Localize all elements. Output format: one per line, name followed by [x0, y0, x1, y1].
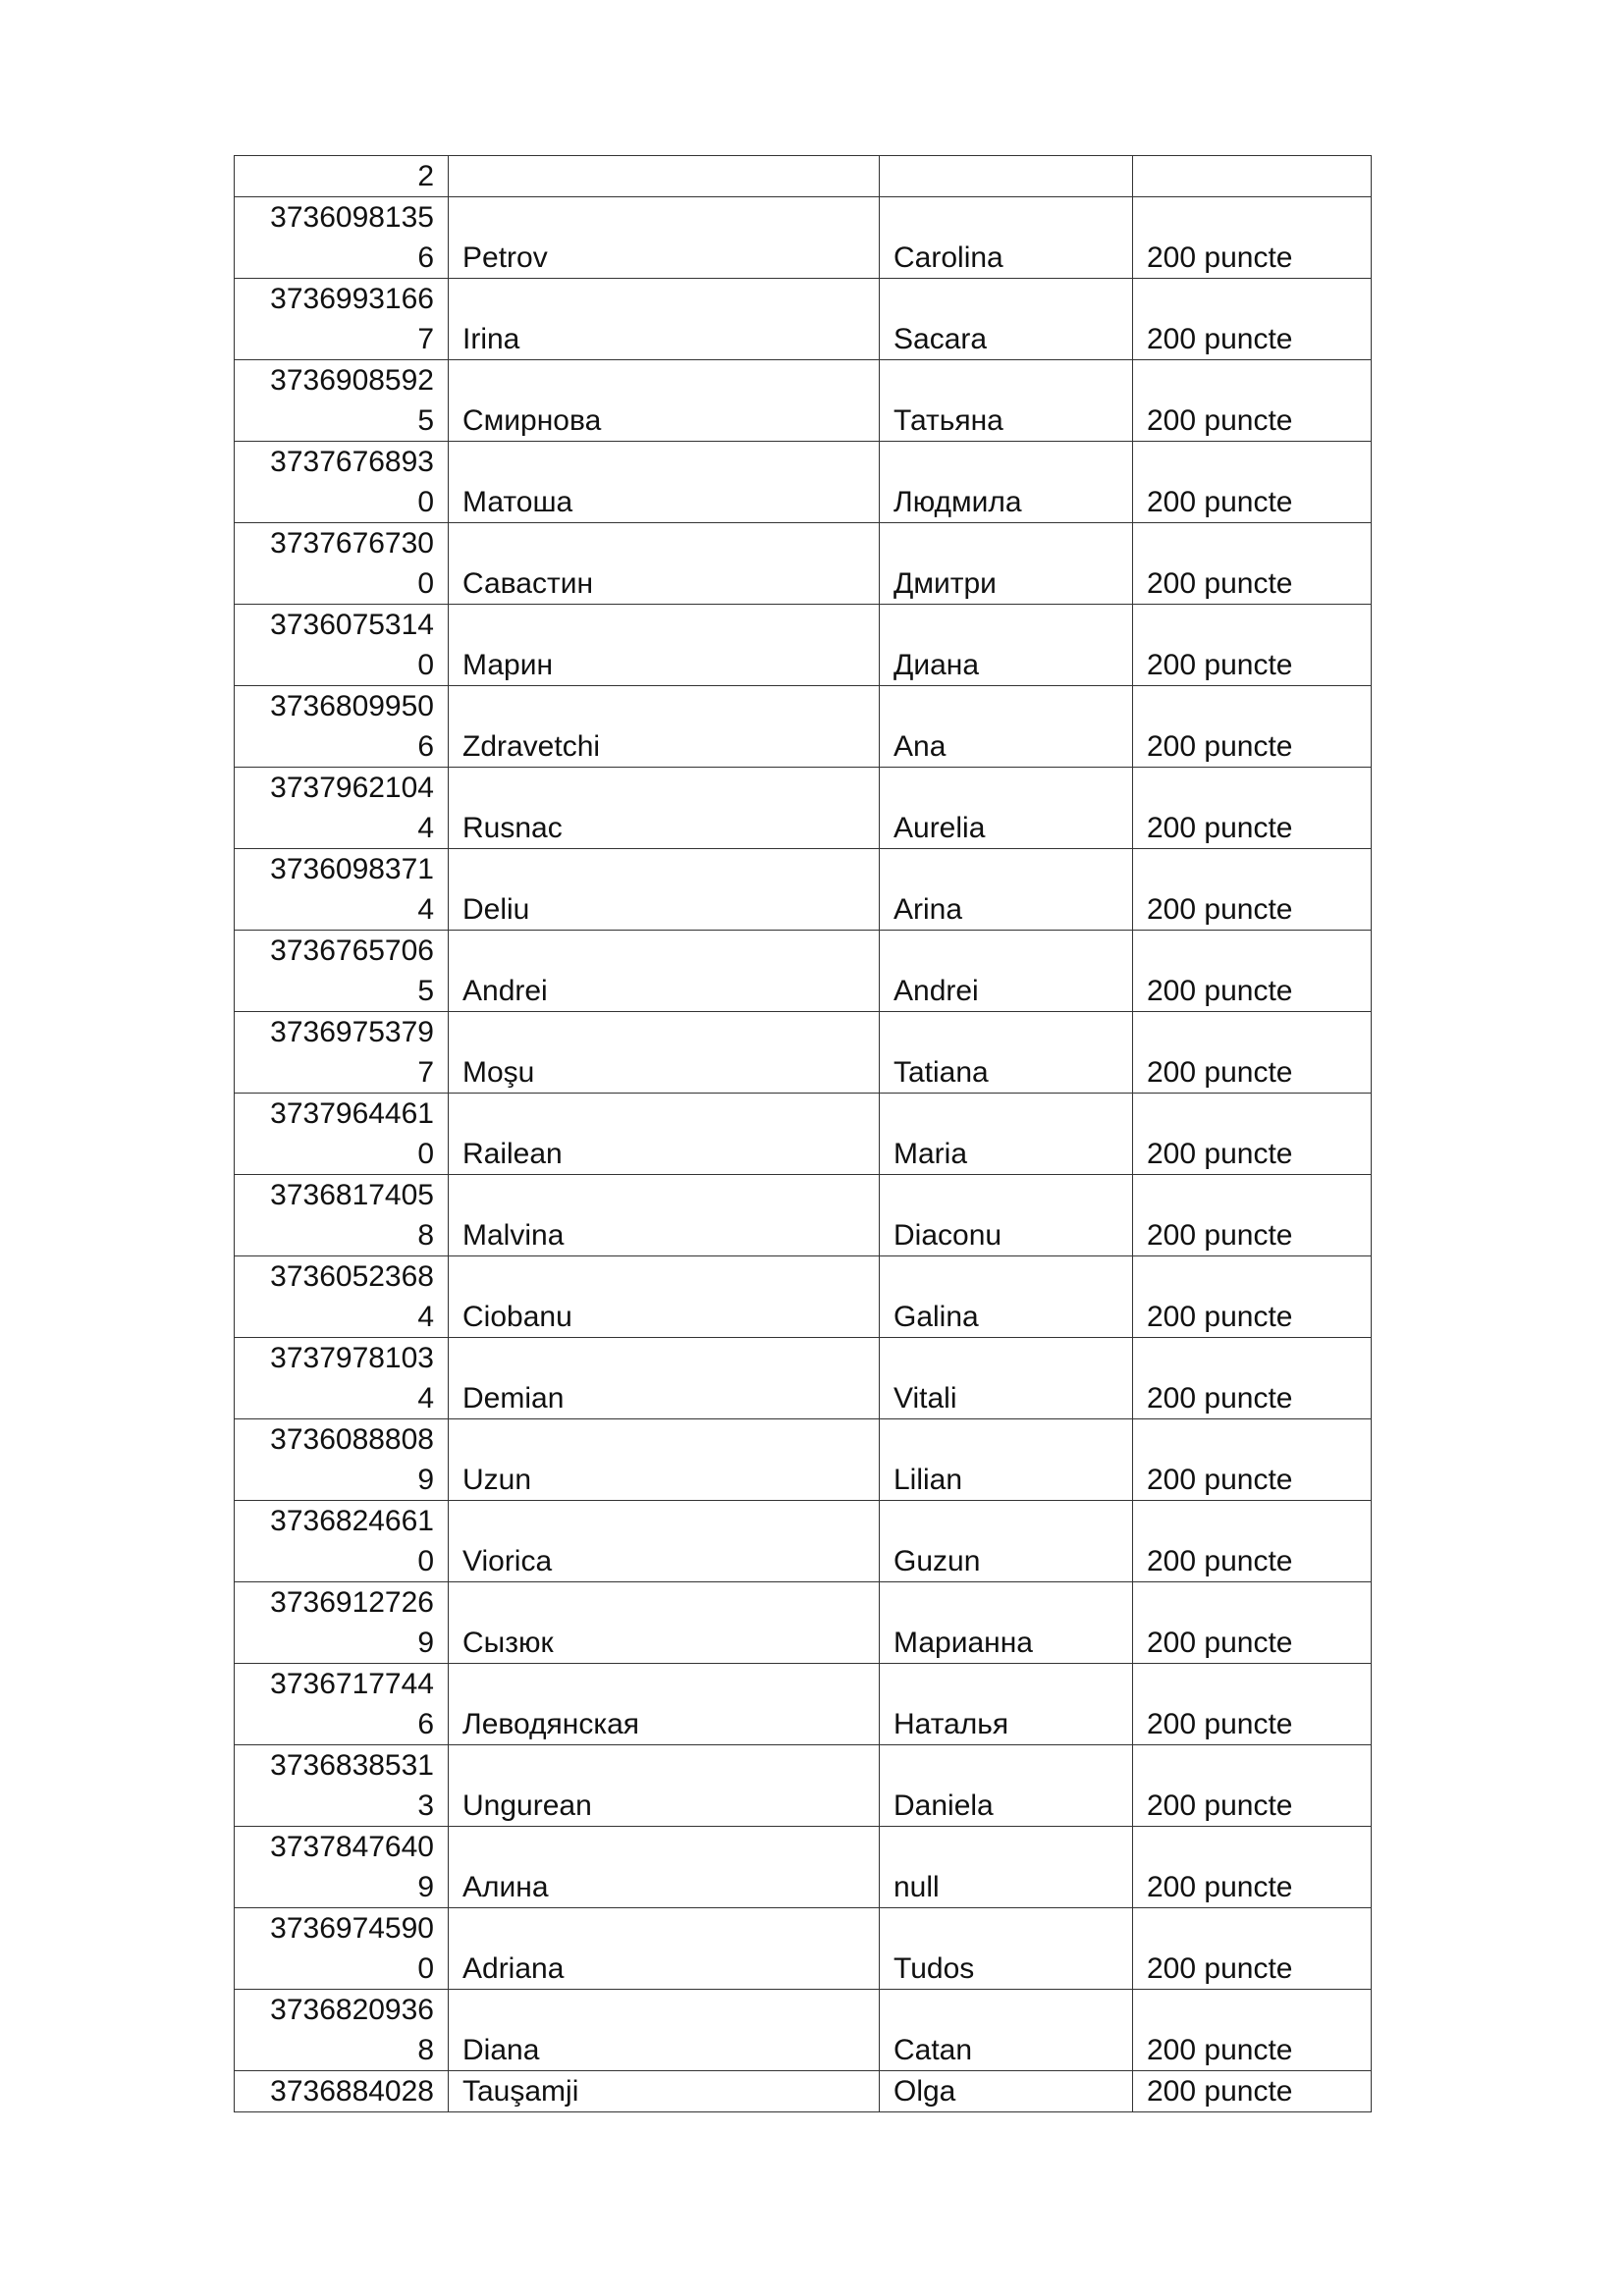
first-name-cell: Catan: [880, 1990, 1133, 2071]
points-cell: 200 puncte: [1133, 360, 1372, 442]
last-name-cell: Petrov: [449, 197, 880, 279]
points-cell: 200 puncte: [1133, 1501, 1372, 1582]
points-cell: 200 puncte: [1133, 686, 1372, 768]
table-row: [235, 931, 1372, 1012]
phone-line: 3737978103: [270, 1342, 434, 1374]
first-name-cell: Andrei: [880, 931, 1133, 1012]
table-row: [235, 279, 1372, 360]
points-cell: 200 puncte: [1133, 197, 1372, 279]
phone-line: 5: [417, 404, 434, 437]
first-name-cell: Tatiana: [880, 1012, 1133, 1094]
phone-line: 3736817405: [270, 1179, 434, 1211]
phone-line: 0: [417, 1138, 434, 1170]
table-row: [235, 849, 1372, 931]
phone-line: 3736809950: [270, 690, 434, 722]
table-row: [235, 156, 1372, 197]
table-row: [235, 1256, 1372, 1338]
phone-line: 4: [417, 812, 434, 844]
phone-cell: [235, 1419, 449, 1501]
last-name-cell: Zdravetchi: [449, 686, 880, 768]
points-cell: 200 puncte: [1133, 1012, 1372, 1094]
first-name-cell: Tudos: [880, 1908, 1133, 1990]
table-row: [235, 1990, 1372, 2071]
first-name-cell: Daniela: [880, 1745, 1133, 1827]
phone-line: 3736975379: [270, 1016, 434, 1048]
table-row: [235, 1419, 1372, 1501]
last-name-cell: Ungurean: [449, 1745, 880, 1827]
points-cell: 200 puncte: [1133, 442, 1372, 523]
last-name-cell: Viorica: [449, 1501, 880, 1582]
table-row: [235, 2071, 1372, 2112]
phone-line: 0: [417, 649, 434, 681]
table-row: [235, 1582, 1372, 1664]
phone-line: 3736974590: [270, 1912, 434, 1945]
last-name-cell: Сызюк: [449, 1582, 880, 1664]
phone-line: 3736717744: [270, 1668, 434, 1700]
phone-line: 9: [417, 1627, 434, 1659]
phone-line: 5: [417, 975, 434, 1007]
phone-cell: [235, 1175, 449, 1256]
points-cell: 200 puncte: [1133, 768, 1372, 849]
table-row: [235, 686, 1372, 768]
phone-line: 3736098371: [270, 853, 434, 885]
points-cell: 200 puncte: [1133, 931, 1372, 1012]
last-name-cell: Смирнова: [449, 360, 880, 442]
points-cell: 200 puncte: [1133, 1827, 1372, 1908]
phone-line: 6: [417, 730, 434, 763]
phone-cell: [235, 1094, 449, 1175]
phone-line: 7: [417, 323, 434, 355]
last-name-cell: Irina: [449, 279, 880, 360]
phone-line: 8: [417, 2034, 434, 2066]
phone-line: 3737962104: [270, 772, 434, 804]
phone-cell: [235, 1990, 449, 2071]
last-name-cell: Леводянская: [449, 1664, 880, 1745]
phone-cell: [235, 605, 449, 686]
phone-line: 6: [417, 241, 434, 274]
phone-line: 3736765706: [270, 934, 434, 967]
table-row: [235, 1338, 1372, 1419]
first-name-cell: Марианна: [880, 1582, 1133, 1664]
phone-line: 0: [417, 486, 434, 518]
phone-line: 7: [417, 1056, 434, 1089]
phone-cell: [235, 197, 449, 279]
points-cell: 200 puncte: [1133, 1175, 1372, 1256]
first-name-cell: Guzun: [880, 1501, 1133, 1582]
last-name-cell: Марин: [449, 605, 880, 686]
last-name-cell: Deliu: [449, 849, 880, 931]
last-name-cell: Malvina: [449, 1175, 880, 1256]
first-name-cell: null: [880, 1827, 1133, 1908]
phone-cell: [235, 360, 449, 442]
table-row: [235, 605, 1372, 686]
table-row: [235, 197, 1372, 279]
points-cell: 200 puncte: [1133, 1990, 1372, 2071]
phone-cell: [235, 523, 449, 605]
last-name-cell: Tauşamji: [449, 2071, 880, 2112]
phone-line: 3736824661: [270, 1505, 434, 1537]
phone-line: 3736075314: [270, 609, 434, 641]
first-name-cell: Arina: [880, 849, 1133, 931]
phone-cell: [235, 2071, 449, 2112]
points-cell: 200 puncte: [1133, 1094, 1372, 1175]
phone-line: 3737847640: [270, 1831, 434, 1863]
points-cell: 200 puncte: [1133, 1745, 1372, 1827]
phone-line: 3737676893: [270, 446, 434, 478]
points-cell: 200 puncte: [1133, 605, 1372, 686]
phone-cell: [235, 1664, 449, 1745]
table-row: [235, 442, 1372, 523]
points-cell: 200 puncte: [1133, 1582, 1372, 1664]
phone-cell: [235, 442, 449, 523]
phone-cell: [235, 1256, 449, 1338]
phone-line: 3736884028: [270, 2075, 434, 2108]
phone-line: 0: [417, 1545, 434, 1577]
first-name-cell: Татьяна: [880, 360, 1133, 442]
points-cell: [1133, 156, 1372, 197]
last-name-cell: [449, 156, 880, 197]
first-name-cell: Sacara: [880, 279, 1133, 360]
phone-cell: [235, 931, 449, 1012]
table-row: [235, 1501, 1372, 1582]
table-row: [235, 1908, 1372, 1990]
phone-cell: [235, 849, 449, 931]
phone-cell: [235, 1745, 449, 1827]
phone-line: 9: [417, 1871, 434, 1903]
first-name-cell: Maria: [880, 1094, 1133, 1175]
phone-line: 0: [417, 567, 434, 600]
phone-cell: [235, 279, 449, 360]
phone-cell: [235, 1582, 449, 1664]
last-name-cell: Demian: [449, 1338, 880, 1419]
phone-line: 9: [417, 1464, 434, 1496]
points-cell: 200 puncte: [1133, 1664, 1372, 1745]
first-name-cell: Diaconu: [880, 1175, 1133, 1256]
table-body: [235, 156, 1372, 2112]
table-row: [235, 1094, 1372, 1175]
phone-line: 3737676730: [270, 527, 434, 560]
table-row: [235, 1827, 1372, 1908]
last-name-cell: Diana: [449, 1990, 880, 2071]
phone-cell: [235, 1827, 449, 1908]
points-cell: 200 puncte: [1133, 1419, 1372, 1501]
first-name-cell: Наталья: [880, 1664, 1133, 1745]
last-name-cell: Ciobanu: [449, 1256, 880, 1338]
phone-line: 2: [417, 160, 434, 192]
first-name-cell: Ana: [880, 686, 1133, 768]
phone-line: 4: [417, 1382, 434, 1415]
first-name-cell: Aurelia: [880, 768, 1133, 849]
table-row: [235, 1175, 1372, 1256]
phone-cell: [235, 1012, 449, 1094]
first-name-cell: Lilian: [880, 1419, 1133, 1501]
phone-cell: [235, 156, 449, 197]
phone-line: 3736838531: [270, 1749, 434, 1782]
points-cell: 200 puncte: [1133, 523, 1372, 605]
last-name-cell: Алина: [449, 1827, 880, 1908]
phone-line: 3736052368: [270, 1260, 434, 1293]
points-cell: 200 puncte: [1133, 1256, 1372, 1338]
contacts-table: [234, 155, 1372, 2112]
first-name-cell: Carolina: [880, 197, 1133, 279]
first-name-cell: Людмила: [880, 442, 1133, 523]
table-row: [235, 768, 1372, 849]
points-cell: 200 puncte: [1133, 279, 1372, 360]
first-name-cell: Диана: [880, 605, 1133, 686]
table-row: [235, 1745, 1372, 1827]
first-name-cell: [880, 156, 1133, 197]
first-name-cell: Galina: [880, 1256, 1133, 1338]
points-cell: 200 puncte: [1133, 1338, 1372, 1419]
last-name-cell: Andrei: [449, 931, 880, 1012]
last-name-cell: Adriana: [449, 1908, 880, 1990]
first-name-cell: Дмитри: [880, 523, 1133, 605]
first-name-cell: Olga: [880, 2071, 1133, 2112]
table-row: [235, 523, 1372, 605]
phone-line: 3736820936: [270, 1994, 434, 2026]
phone-line: 3: [417, 1789, 434, 1822]
phone-line: 3736088808: [270, 1423, 434, 1456]
phone-line: 3736993166: [270, 283, 434, 315]
phone-line: 6: [417, 1708, 434, 1740]
phone-cell: [235, 1908, 449, 1990]
first-name-cell: Vitali: [880, 1338, 1133, 1419]
phone-cell: [235, 686, 449, 768]
phone-cell: [235, 1338, 449, 1419]
points-cell: 200 puncte: [1133, 2071, 1372, 2112]
phone-line: 3736912726: [270, 1586, 434, 1619]
phone-line: 3736908592: [270, 364, 434, 397]
phone-cell: [235, 1501, 449, 1582]
phone-line: 8: [417, 1219, 434, 1252]
last-name-cell: Moşu: [449, 1012, 880, 1094]
phone-cell: [235, 768, 449, 849]
last-name-cell: Rusnac: [449, 768, 880, 849]
phone-line: 4: [417, 893, 434, 926]
last-name-cell: Uzun: [449, 1419, 880, 1501]
points-cell: 200 puncte: [1133, 849, 1372, 931]
last-name-cell: Railean: [449, 1094, 880, 1175]
table-row: [235, 1664, 1372, 1745]
table-row: [235, 1012, 1372, 1094]
last-name-cell: Савастин: [449, 523, 880, 605]
phone-line: 0: [417, 1952, 434, 1985]
phone-line: 3737964461: [270, 1097, 434, 1130]
last-name-cell: Матоша: [449, 442, 880, 523]
points-cell: 200 puncte: [1133, 1908, 1372, 1990]
phone-line: 4: [417, 1301, 434, 1333]
phone-line: 3736098135: [270, 201, 434, 234]
table-row: [235, 360, 1372, 442]
